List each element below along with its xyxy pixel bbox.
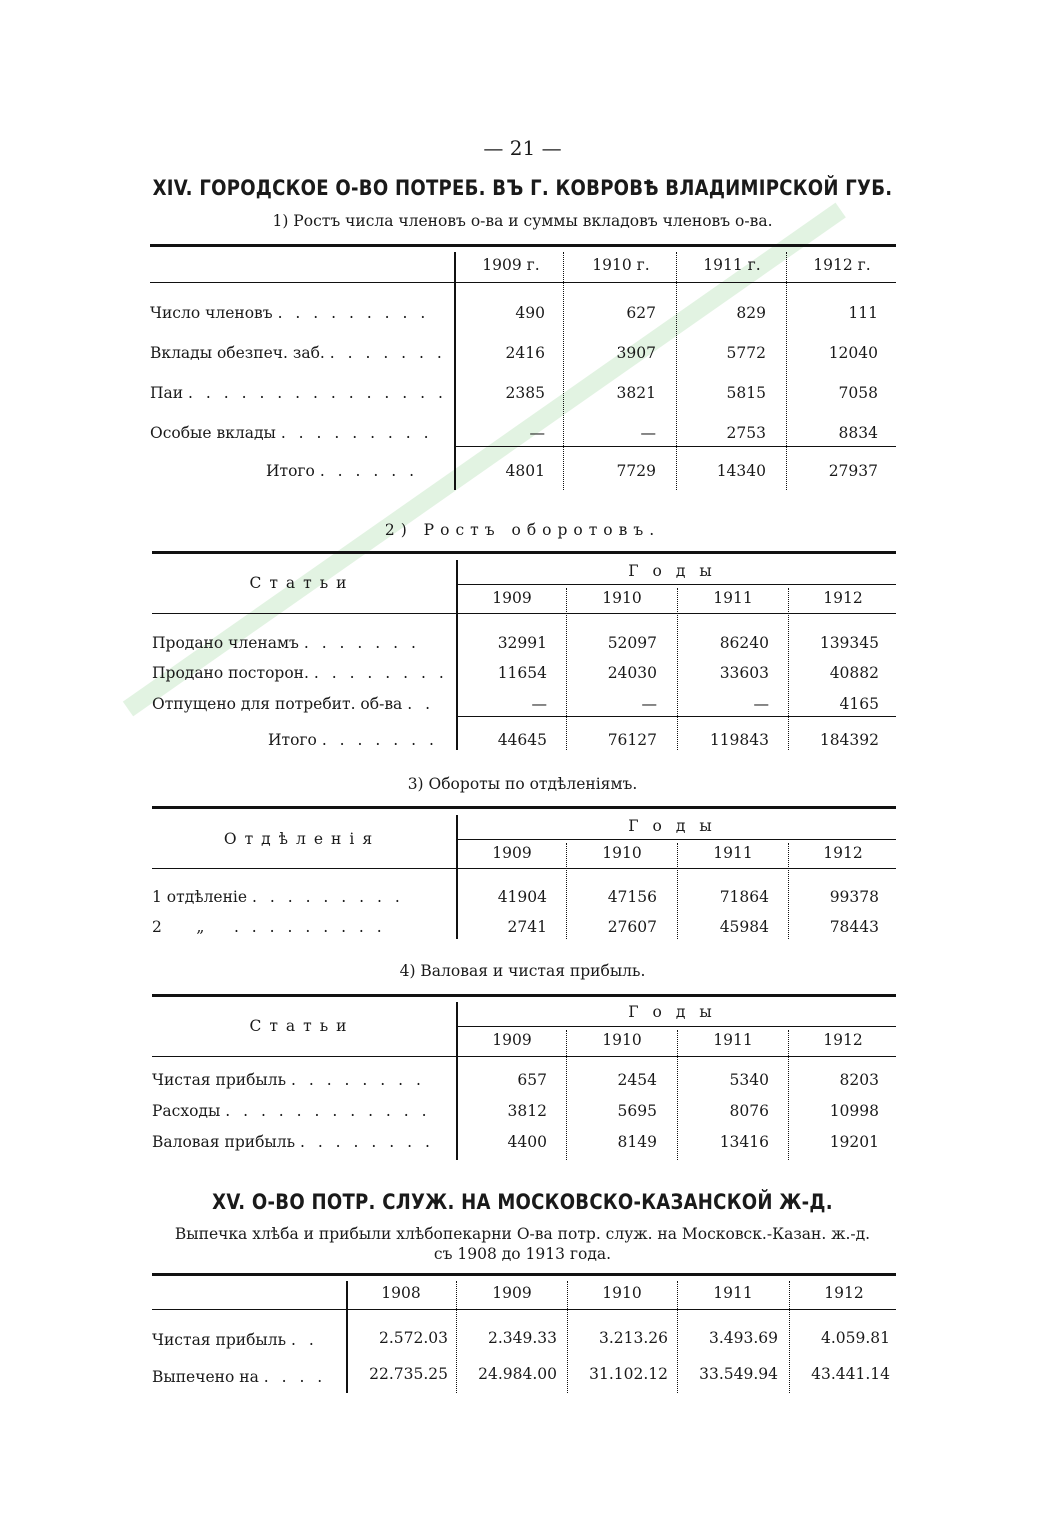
table2-cell: 86240 xyxy=(719,634,769,652)
table5-year-header: 1909 xyxy=(492,1284,532,1302)
table3-cell: 45984 xyxy=(719,918,769,936)
table3-divider xyxy=(677,843,678,939)
table4-top-rule xyxy=(152,994,896,997)
table5-cell: 4.059.81 xyxy=(820,1329,890,1347)
table4-year-header: 1912 xyxy=(823,1031,863,1049)
table1-year-header: 1911 г. xyxy=(703,256,761,274)
table3-cell: 99378 xyxy=(829,888,879,906)
table2-total-label: Итого . . . . . . . xyxy=(268,731,438,749)
table2-years-header: Годы xyxy=(628,562,726,580)
table1-cell: 5815 xyxy=(726,384,766,402)
table5-divider xyxy=(456,1281,457,1393)
table2-year-header: 1911 xyxy=(713,589,753,607)
table2-total-cell: 119843 xyxy=(709,731,769,749)
table3-year-header: 1909 xyxy=(492,844,532,862)
table4-cell: 657 xyxy=(517,1071,547,1089)
table2-top-rule xyxy=(152,551,896,554)
table1-cell: 12040 xyxy=(828,344,878,362)
table4-row-label: Чистая прибыль . . . . . . . . xyxy=(152,1071,425,1089)
table1-total-cell: 7729 xyxy=(616,462,656,480)
table5-divider xyxy=(677,1281,678,1393)
table2-total-cell: 184392 xyxy=(819,731,879,749)
table1-row-label: Число членовъ . . . . . . . . . xyxy=(150,304,430,322)
table1-divider xyxy=(563,252,564,490)
table1-row-label: Паи . . . . . . . . . . . . . . . xyxy=(150,384,447,402)
table5-row-label: Чистая прибыль . . xyxy=(152,1331,318,1349)
table4-cell: 8076 xyxy=(729,1102,769,1120)
table5-year-header: 1908 xyxy=(381,1284,421,1302)
table2-cell: 32991 xyxy=(497,634,547,652)
table5-cell: 3.493.69 xyxy=(708,1329,778,1347)
table2-cell: 24030 xyxy=(607,664,657,682)
table2-year-header: 1910 xyxy=(602,589,642,607)
table4-year-header: 1909 xyxy=(492,1031,532,1049)
table2-caption: 2) Ростъ оборотовъ. xyxy=(384,521,661,539)
table2-cell: 40882 xyxy=(829,664,879,682)
table3-years-rule xyxy=(456,839,896,840)
table4-divider xyxy=(677,1030,678,1160)
table3-years-header: Годы xyxy=(628,817,726,835)
table5-cell: 24.984.00 xyxy=(478,1365,557,1383)
table1-total-label: Итого . . . . . . xyxy=(266,462,419,480)
table4-col-header: Статьи xyxy=(249,1017,355,1035)
table1-total-cell: 4801 xyxy=(505,462,545,480)
table4-cell: 5340 xyxy=(729,1071,769,1089)
table2-total-rule xyxy=(456,716,896,717)
table2-divider xyxy=(677,588,678,750)
table1-caption: 1) Ростъ числа членовъ о-ва и суммы вкладовъ членовъ о-ва. xyxy=(272,212,773,230)
page-number: — 21 — xyxy=(483,136,562,160)
table1-cell: 627 xyxy=(626,304,656,322)
table4-cell: 10998 xyxy=(829,1102,879,1120)
table4-year-header: 1911 xyxy=(713,1031,753,1049)
table5-year-header: 1911 xyxy=(713,1284,753,1302)
table2-row-label: Продано посторон. . . . . . . . . xyxy=(152,664,448,682)
table5-cell: 31.102.12 xyxy=(589,1365,668,1383)
table3-year-header: 1910 xyxy=(602,844,642,862)
table1-cell: 5772 xyxy=(726,344,766,362)
table1-cell: 2385 xyxy=(505,384,545,402)
table3-year-header: 1911 xyxy=(713,844,753,862)
table3-col-header: Отдѣленія xyxy=(223,830,381,848)
table4-years-header: Годы xyxy=(628,1003,726,1021)
table2-row-label: Продано членамъ . . . . . . . xyxy=(152,634,420,652)
table2-cell: 52097 xyxy=(607,634,657,652)
table4-cell: 8203 xyxy=(839,1071,879,1089)
table3-header-rule xyxy=(152,868,896,869)
table2-year-header: 1909 xyxy=(492,589,532,607)
table1-divider xyxy=(676,252,677,490)
table4-cell: 8149 xyxy=(617,1133,657,1151)
table5-cell: 2.349.33 xyxy=(487,1329,557,1347)
table1-cell: 2416 xyxy=(505,344,545,362)
table5-top-rule xyxy=(152,1273,896,1276)
table1-cell: 829 xyxy=(736,304,766,322)
table3-top-rule xyxy=(152,806,896,809)
table3-cell: 2741 xyxy=(507,918,547,936)
table4-row-label: Валовая прибыль . . . . . . . . xyxy=(152,1133,434,1151)
table5-cell: 3.213.26 xyxy=(598,1329,668,1347)
table5-cell: 22.735.25 xyxy=(369,1365,448,1383)
table1-header-rule xyxy=(150,282,896,283)
table2-total-cell: 76127 xyxy=(607,731,657,749)
table3-cell: 71864 xyxy=(719,888,769,906)
table5-cell: 43.441.14 xyxy=(811,1365,890,1383)
table1-cell: — xyxy=(640,424,656,442)
table1-row-label: Вклады обезпеч. заб. . . . . . . . xyxy=(150,344,446,362)
table2-total-cell: 44645 xyxy=(497,731,547,749)
table1-cell: 490 xyxy=(515,304,545,322)
table4-cell: 2454 xyxy=(617,1071,657,1089)
table1-divider xyxy=(454,252,456,490)
table1-row-label: Особые вклады . . . . . . . . . xyxy=(150,424,433,442)
table3-row-label: 1 отдѣленіе . . . . . . . . . xyxy=(152,888,404,906)
table5-year-header: 1910 xyxy=(602,1284,642,1302)
table3-cell: 41904 xyxy=(497,888,547,906)
table2-cell: — xyxy=(531,695,547,713)
table1-cell: 8834 xyxy=(838,424,878,442)
table2-years-rule xyxy=(456,584,896,585)
table3-cell: 78443 xyxy=(829,918,879,936)
table4-year-header: 1910 xyxy=(602,1031,642,1049)
table3-row-label: 2 „ . . . . . . . . . xyxy=(152,918,386,936)
table1-top-rule xyxy=(150,244,896,247)
table4-header-rule xyxy=(152,1056,896,1057)
table1-total-rule xyxy=(454,446,896,447)
table4-cell: 3812 xyxy=(507,1102,547,1120)
table1-divider xyxy=(786,252,787,490)
table5-cell: 2.572.03 xyxy=(378,1329,448,1347)
table1-total-cell: 27937 xyxy=(828,462,878,480)
table5-cell: 33.549.94 xyxy=(699,1365,778,1383)
table1-year-header: 1909 г. xyxy=(482,256,540,274)
table2-cell: 139345 xyxy=(819,634,879,652)
section15-caption-line1: Выпечка хлѣба и прибыли хлѣбопекарни О-ва потр. служ. на Московск.-Казан. ж.-д. xyxy=(174,1225,871,1243)
table4-row-label: Расходы . . . . . . . . . . . . xyxy=(152,1102,431,1120)
table3-caption: 3) Обороты по отдѣленіямъ. xyxy=(407,775,638,793)
table5-row-label: Выпечено на . . . . xyxy=(152,1368,327,1386)
table2-cell: 33603 xyxy=(719,664,769,682)
table1-year-header: 1910 г. xyxy=(592,256,650,274)
table1-cell: 3821 xyxy=(616,384,656,402)
table4-cell: 13416 xyxy=(719,1133,769,1151)
table2-cell: 4165 xyxy=(839,695,879,713)
table1-cell: — xyxy=(529,424,545,442)
table3-year-header: 1912 xyxy=(823,844,863,862)
section15-caption-line2: съ 1908 до 1913 года. xyxy=(433,1245,612,1263)
table3-cell: 27607 xyxy=(607,918,657,936)
section-14-title: XIV. ГОРОДСКОЕ О-ВО ПОТРЕБ. ВЪ Г. КОВРОВѢ ВЛАДИМІРСКОЙ ГУБ. xyxy=(152,176,893,200)
table2-header-rule xyxy=(152,613,896,614)
table1-cell: 3907 xyxy=(616,344,656,362)
table1-cell: 111 xyxy=(848,304,878,322)
table1-year-header: 1912 г. xyxy=(813,256,871,274)
table2-col-header: Статьи xyxy=(249,574,355,592)
table3-cell: 47156 xyxy=(607,888,657,906)
table4-cell: 4400 xyxy=(507,1133,547,1151)
table4-cell: 19201 xyxy=(829,1133,879,1151)
table5-year-header: 1912 xyxy=(824,1284,864,1302)
table5-header-rule xyxy=(152,1309,896,1310)
table1-cell: 7058 xyxy=(838,384,878,402)
section-15-title: XV. О-ВО ПОТР. СЛУЖ. НА МОСКОВСКО-КАЗАНСКОЙ Ж-Д. xyxy=(212,1190,833,1214)
table2-cell: — xyxy=(753,695,769,713)
table2-cell: 11654 xyxy=(497,664,547,682)
table2-row-label: Отпущено для потребит. об-ва . . xyxy=(152,695,435,713)
table1-total-cell: 14340 xyxy=(716,462,766,480)
table2-cell: — xyxy=(641,695,657,713)
table4-cell: 5695 xyxy=(617,1102,657,1120)
table2-year-header: 1912 xyxy=(823,589,863,607)
table4-caption: 4) Валовая и чистая прибыль. xyxy=(399,962,646,980)
table1-cell: 2753 xyxy=(726,424,766,442)
table4-years-rule xyxy=(456,1026,896,1027)
